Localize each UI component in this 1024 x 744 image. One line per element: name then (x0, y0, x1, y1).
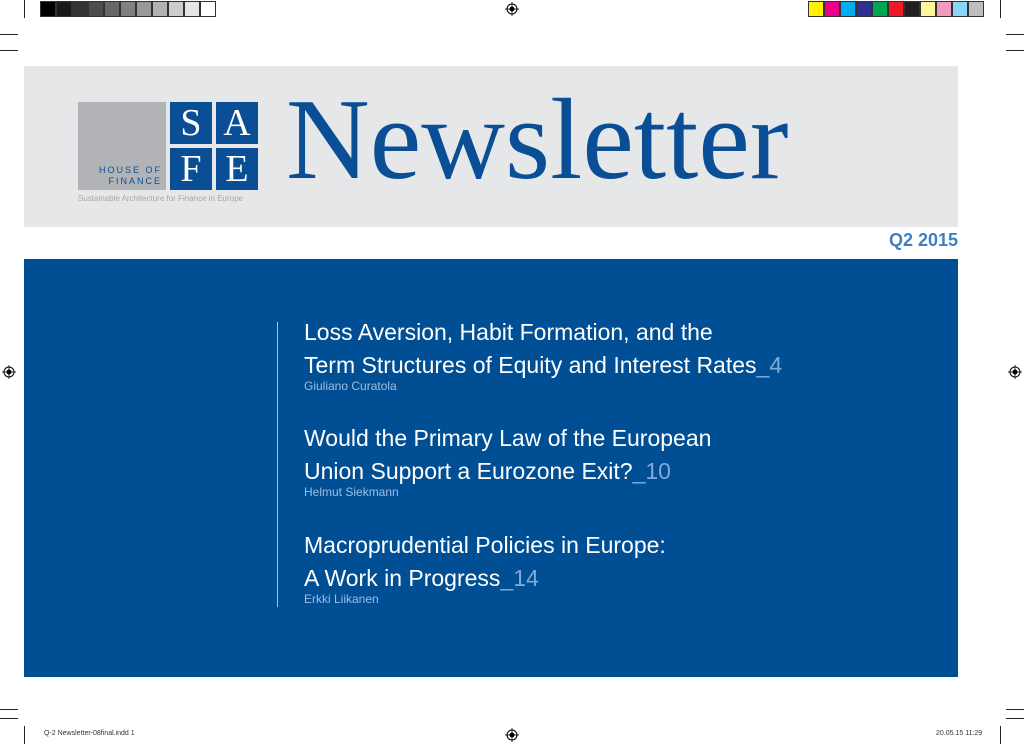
logo-house-line2: FINANCE (108, 176, 162, 186)
article-title (304, 422, 711, 488)
crop-mark (1000, 0, 1001, 18)
article-title (304, 529, 666, 595)
slug-filename: Q-2 Newsletter-08final.indd 1 (44, 730, 135, 737)
crop-mark (1006, 34, 1024, 35)
article-author: Erkki Liikanen (304, 592, 379, 606)
article-entry[interactable] (304, 422, 711, 499)
registration-mark-icon (1008, 365, 1022, 379)
logo-house-of-finance (78, 165, 162, 187)
grayscale-control-strip (40, 1, 216, 17)
issue-label: Q2 2015 (888, 230, 958, 250)
crop-mark (0, 709, 18, 710)
logo-house-line1: HOUSE OF (98, 165, 162, 175)
color-control-strip (808, 1, 984, 17)
article-title-text: Union Support a Eurozone Exit? (304, 458, 633, 484)
article-page-number: _4 (756, 352, 783, 378)
article-title-line2 (304, 349, 782, 382)
article-title-text: Term Structures of Equity and Interest Rates (304, 352, 757, 378)
logo-letter: A (216, 102, 258, 144)
crop-mark (1006, 709, 1024, 710)
newsletter-title: Newsletter (286, 76, 789, 204)
registration-mark-icon (505, 728, 519, 742)
crop-mark (0, 34, 18, 35)
vertical-divider (277, 322, 278, 607)
article-page-number: _14 (500, 565, 539, 591)
crop-mark (1000, 726, 1001, 744)
article-title-line1: Macroprudential Policies in Europe: (304, 532, 666, 558)
article-title-line1: Would the Primary Law of the European (304, 425, 712, 451)
article-title-line2 (304, 455, 711, 488)
article-title-line1: Loss Aversion, Habit Formation, and the (304, 319, 713, 345)
logo-letter: F (170, 148, 212, 190)
logo-tagline: Sustainable Architecture for Finance in Europe (78, 194, 243, 203)
article-title-text: A Work in Progress (304, 565, 501, 591)
article-title (304, 316, 782, 382)
article-author: Giuliano Curatola (304, 379, 397, 393)
article-entry[interactable] (304, 529, 666, 606)
article-page-number: _10 (632, 458, 671, 484)
crop-mark (0, 718, 18, 719)
registration-mark-icon (2, 365, 16, 379)
crop-mark (24, 0, 25, 18)
slug-timestamp: 20.05.15 11:29 (936, 730, 983, 737)
crop-mark (1006, 718, 1024, 719)
crop-mark (0, 50, 18, 51)
registration-mark-icon (505, 2, 519, 16)
article-entry[interactable] (304, 316, 782, 393)
logo-letter: S (170, 102, 212, 144)
article-author: Helmut Siekmann (304, 485, 399, 499)
crop-mark (24, 726, 25, 744)
crop-mark (1006, 50, 1024, 51)
article-title-line2 (304, 562, 666, 595)
logo-letter: E (216, 148, 258, 190)
